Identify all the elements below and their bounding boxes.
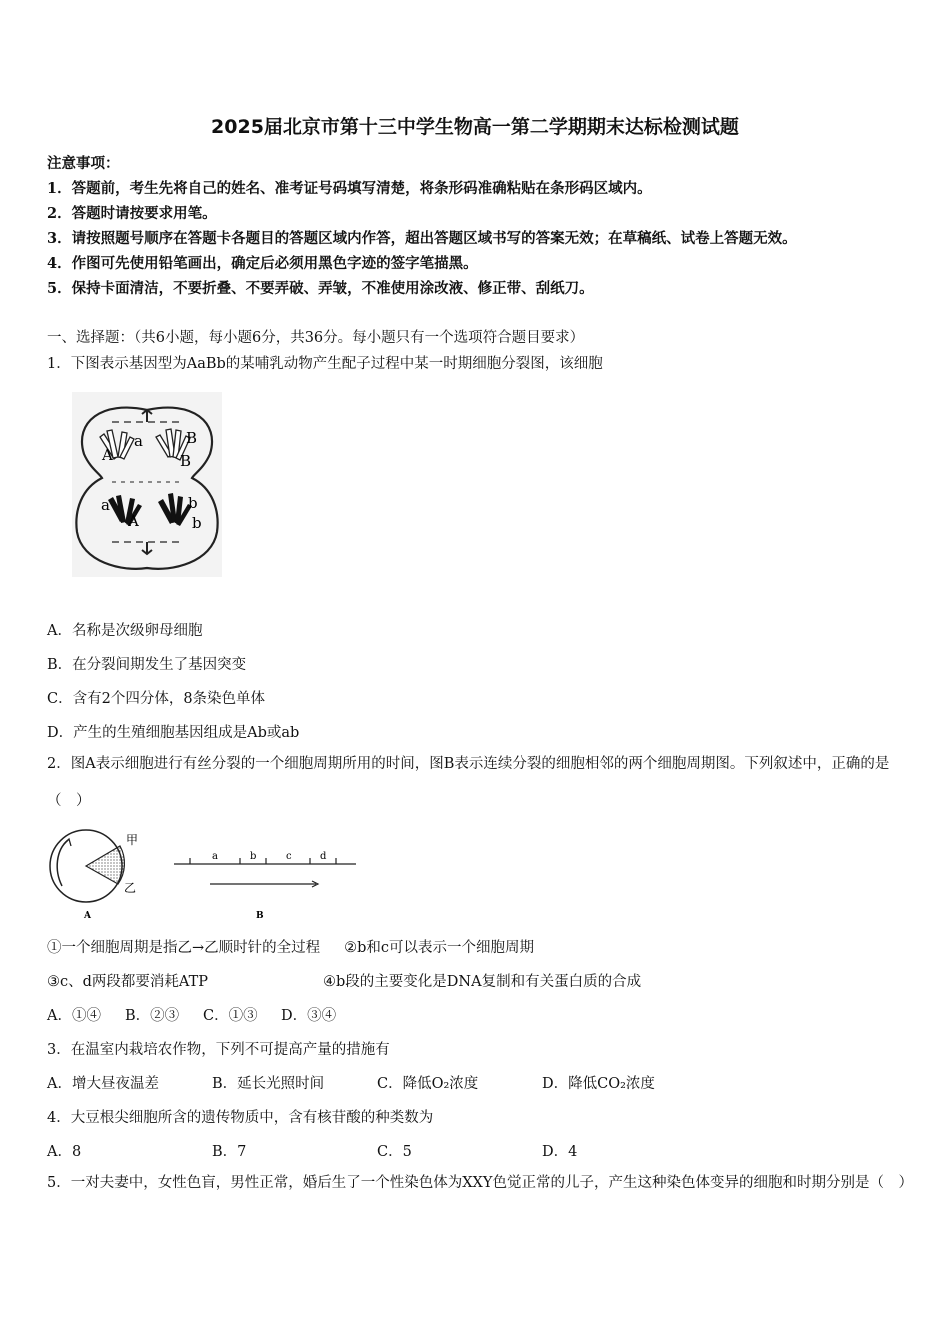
figure-a-label: A [84,911,91,921]
q4-options [47,1140,577,1161]
segment-label: b [250,851,257,862]
notice-heading: 注意事项： [47,155,120,172]
q2-option: D．③④ [281,1008,337,1024]
segment-label: c [286,851,292,862]
q2-statement: ③c、d两段都要消耗ATP [47,974,209,990]
q1-option: A．名称是次级卵母细胞 [47,623,203,639]
q2-statements-row-1 [47,936,534,957]
gene-label: b [192,514,202,532]
gene-label: a [134,432,143,450]
q3-option: A．增大昼夜温差 [47,1076,159,1092]
question-3-stem: 3．在温室内栽培农作物，下列不可提高产量的措施有 [47,1042,390,1058]
cell-cycle-figure-a [44,826,144,922]
q2-option: A．①④ [47,1008,101,1024]
q3-option: C．降低O₂浓度 [377,1076,479,1092]
notice-item: 3．请按照题号顺序在答题卡各题目的答题区域内作答，超出答题区域书写的答案无效；在草稿纸、试卷上答题无效。 [47,230,797,247]
q2-options [47,1004,336,1025]
notice-item: 2．答题时请按要求用笔。 [47,205,217,222]
q4-option: C．5 [377,1144,412,1160]
question-5-stem: 5．一对夫妻中，女性色盲，男性正常，婚后生了一个性染色体为XXY色觉正常的儿子，产生这种染色体变异的细胞和时期分别是（ ） [47,1175,913,1191]
label-yi: 乙 [124,881,137,895]
q1-option: C．含有2个四分体，8条染色单体 [47,691,266,707]
q1-option: D．产生的生殖细胞基因组成是Ab或ab [47,725,300,741]
q2-statement: ①一个细胞周期是指乙→乙顺时针的全过程 [47,940,321,956]
question-1-stem: 1．下图表示基因型为AaBb的某哺乳动物产生配子过程中某一时期细胞分裂图，该细胞 [47,356,603,372]
q2-option: B．②③ [125,1008,180,1024]
q3-options [47,1072,655,1093]
gene-label: A [128,512,139,530]
q4-option: A．8 [47,1144,82,1160]
cell-cycle-figure-b [170,846,360,922]
q2-option: C．①③ [203,1008,258,1024]
gene-label: b [188,494,198,512]
gene-label: a [101,496,110,514]
q2-statements-row-2 [47,970,641,991]
cell-division-figure [72,392,222,577]
segment-label: a [212,851,218,862]
notice-item: 1．答题前，考生先将自己的姓名、准考证号码填写清楚，将条形码准确粘贴在条形码区域内。 [47,180,652,197]
page-title: 2025届北京市第十三中学生物高一第二学期期末达标检测试题 [211,116,739,138]
gene-label: B [180,452,192,470]
figure-b-label: B [256,911,264,921]
q1-option: B．在分裂间期发生了基因突变 [47,657,247,673]
question-4-stem: 4．大豆根尖细胞所含的遗传物质中，含有核苷酸的种类数为 [47,1110,434,1126]
q2-statement: ②b和c可以表示一个细胞周期 [344,940,535,956]
label-jia: 甲 [126,833,139,847]
notice-item: 4．作图可先使用铅笔画出，确定后必须用黑色字迹的签字笔描黑。 [47,255,478,272]
gene-label: A [102,446,113,464]
gene-label: B [186,429,198,447]
notice-item: 5．保持卡面清洁，不要折叠、不要弄破、弄皱，不准使用涂改液、修正带、刮纸刀。 [47,280,594,297]
q4-option: D．4 [542,1144,578,1160]
q4-option: B．7 [212,1144,247,1160]
section-heading: 一、选择题：（共6小题，每小题6分，共36分。每小题只有一个选项符合题目要求） [47,330,585,346]
q3-option: D．降低CO₂浓度 [542,1076,655,1092]
q3-option: B．延长光照时间 [212,1076,325,1092]
segment-label: d [320,851,327,862]
question-2-stem: 2．图A表示细胞进行有丝分裂的一个细胞周期所用的时间，图B表示连续分裂的细胞相邻的两个细胞周期图。下列叙述中，正确的是（ ） [47,756,890,809]
q2-statement: ④b段的主要变化是DNA复制和有关蛋白质的合成 [323,974,642,990]
